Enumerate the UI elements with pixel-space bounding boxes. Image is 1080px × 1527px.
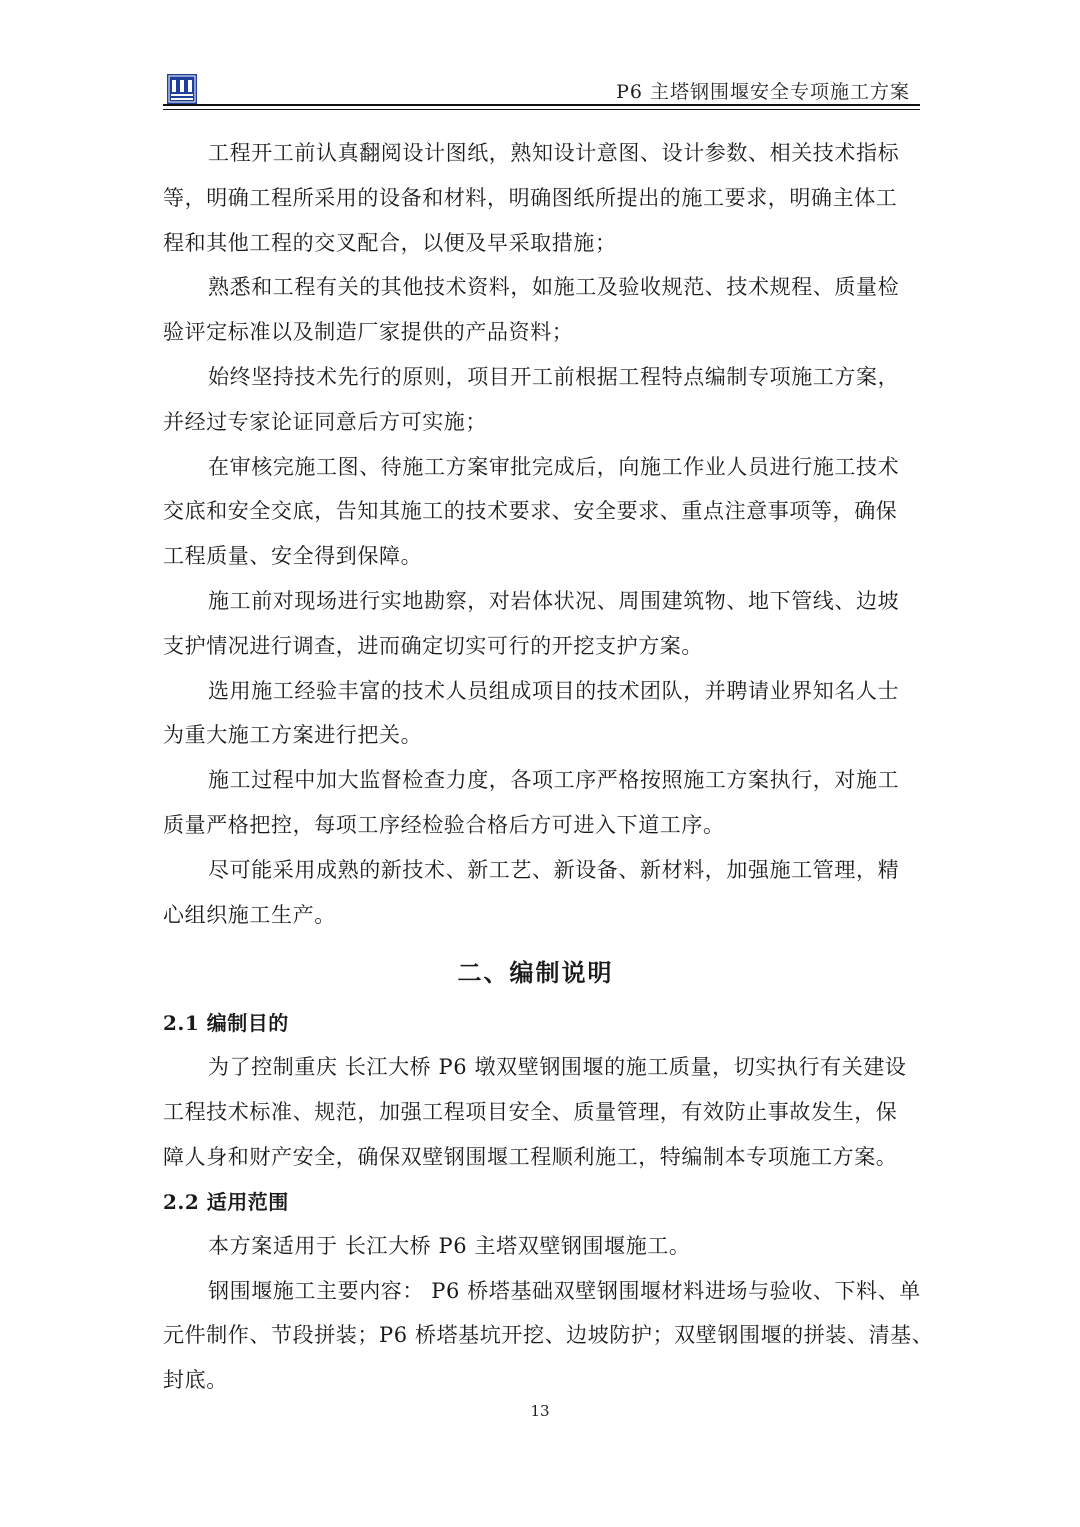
header-rule-thin <box>163 109 920 110</box>
paragraph-line: 在审核完施工图、待施工方案审批完成后，向施工作业人员进行施工技术 <box>208 454 900 479</box>
paragraph-line: 支护情况进行调查，进而确定切实可行的开挖支护方案。 <box>163 633 703 658</box>
paragraph <box>163 1224 908 1269</box>
subsection-heading-2-1: 2.1 编制目的 <box>163 1011 289 1036</box>
paragraph-line: 熟悉和工程有关的其他技术资料，如施工及验收规范、技术规程、质量检 <box>208 275 900 300</box>
paragraph-line: 验评定标准以及制造厂家提供的产品资料； <box>163 320 574 345</box>
paragraph-line: 工程技术标准、规范，加强工程项目安全、质量管理，有效防止事故发生，保 <box>163 1100 898 1125</box>
subsection-heading-2-2: 2.2 适用范围 <box>163 1189 289 1214</box>
page-header <box>163 70 920 106</box>
paragraph <box>163 1045 908 1179</box>
intro-paragraphs <box>163 131 908 937</box>
subsection-2-1-paragraphs <box>163 1045 908 1179</box>
paragraph <box>163 669 908 759</box>
paragraph <box>163 848 908 938</box>
paragraph-line: 程和其他工程的交叉配合，以便及早采取措施； <box>163 230 617 255</box>
paragraph-line: 尽可能采用成熟的新技术、新工艺、新设备、新材料，加强施工管理，精 <box>208 857 900 882</box>
paragraph-line: 并经过专家论证同意后方可实施； <box>163 409 487 434</box>
paragraph-line: 为重大施工方案进行把关。 <box>163 723 423 748</box>
paragraph-line: 始终坚持技术先行的原则，项目开工前根据工程特点编制专项施工方案， <box>208 364 900 389</box>
section-title: 二、编制说明 <box>457 958 614 988</box>
paragraph-line: 元件制作、节段拼装；P6 桥塔基坑开挖、边坡防护；双壁钢围堰的拼装、清基、 <box>163 1323 934 1348</box>
paragraph-line: 障人身和财产安全，确保双壁钢围堰工程顺利施工，特编制本专项施工方案。 <box>163 1144 898 1169</box>
subsection-2-2-paragraphs <box>163 1224 934 1403</box>
paragraph <box>163 758 908 848</box>
paragraph-line: 工程开工前认真翻阅设计图纸，熟知设计意图、设计参数、相关技术指标 <box>208 141 900 165</box>
header-title: P6 主塔钢围堰安全专项施工方案 <box>616 81 910 103</box>
paragraph-line: 施工前对现场进行实地勘察，对岩体状况、周围建筑物、地下管线、边坡 <box>208 588 900 613</box>
page-body <box>163 131 934 1403</box>
paragraph-line: 心组织施工生产。 <box>163 902 336 927</box>
paragraph-line: 封底。 <box>163 1368 228 1393</box>
paragraph-line: 为了控制重庆 长江大桥 P6 墩双壁钢围堰的施工质量，切实执行有关建设 <box>208 1055 907 1080</box>
paragraph <box>163 1269 934 1403</box>
paragraph-line: 等，明确工程所采用的设备和材料，明确图纸所提出的施工要求，明确主体工 <box>163 185 898 210</box>
paragraph-line: 质量严格把控，每项工序经检验合格后方可进入下道工序。 <box>163 812 725 837</box>
paragraph-line: 施工过程中加大监督检查力度，各项工序严格按照施工方案执行，对施工 <box>208 768 900 793</box>
header-rule-thick <box>163 104 920 106</box>
paragraph-line: 工程质量、安全得到保障。 <box>163 544 423 569</box>
paragraph-line: 本方案适用于 长江大桥 P6 主塔双壁钢围堰施工。 <box>208 1233 691 1258</box>
paragraph <box>163 355 908 445</box>
company-logo-icon <box>167 74 197 104</box>
page-number: 13 <box>530 1402 550 1420</box>
paragraph-line: 交底和安全交底，告知其施工的技术要求、安全要求、重点注意事项等，确保 <box>163 499 898 524</box>
paragraph <box>163 265 908 355</box>
paragraph-line: 选用施工经验丰富的技术人员组成项目的技术团队，并聘请业界知名人士 <box>208 678 900 703</box>
paragraph <box>163 131 908 265</box>
paragraph <box>163 579 908 669</box>
paragraph <box>163 445 908 579</box>
paragraph-line: 钢围堰施工主要内容： P6 桥塔基础双壁钢围堰材料进场与验收、下料、单 <box>208 1278 921 1303</box>
